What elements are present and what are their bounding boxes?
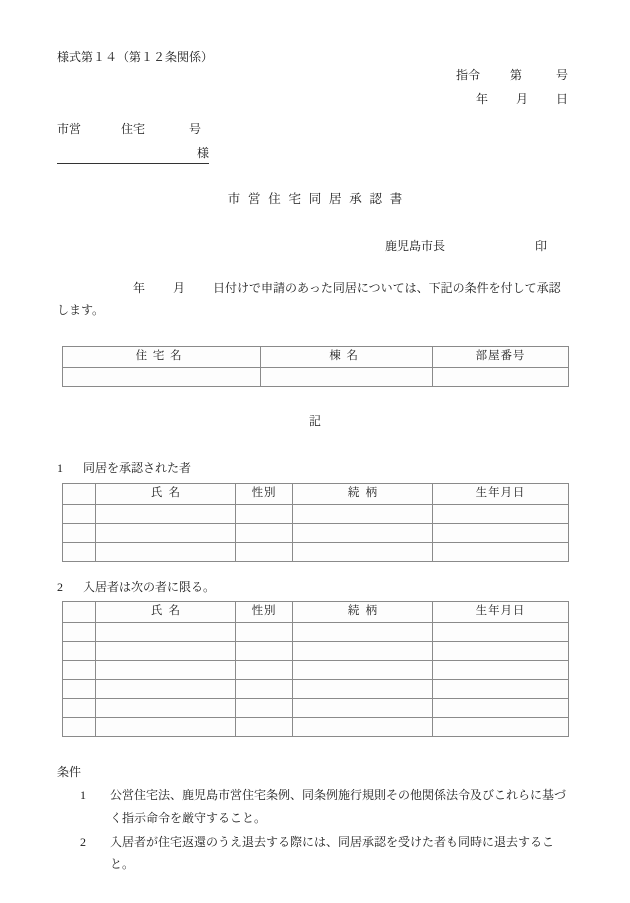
column-header-birthdate: 生年月日	[433, 484, 569, 505]
cell-name[interactable]	[96, 543, 236, 562]
housing-info-table	[62, 346, 569, 387]
table-row	[63, 680, 569, 699]
column-header-index	[63, 484, 96, 505]
section-2-heading	[57, 578, 215, 596]
cell-relationship[interactable]	[293, 505, 433, 524]
reference-number-suffix: 号	[555, 68, 568, 82]
housing-label: 住宅	[121, 122, 146, 136]
table-row	[63, 642, 569, 661]
form-number: 様式第１４（第１２条関係）	[57, 50, 214, 64]
cell-index[interactable]	[63, 543, 96, 562]
cell-gender[interactable]	[236, 699, 293, 718]
cell-name[interactable]	[96, 642, 236, 661]
cell-birthdate[interactable]	[433, 718, 569, 737]
condition-text: 入居者が住宅返還のうえ退去する際には、同居承認を受けた者も同時に退去すること。	[110, 834, 555, 872]
cell-gender[interactable]	[236, 524, 293, 543]
cell-gender[interactable]	[236, 623, 293, 642]
list-item	[80, 831, 575, 877]
condition-number: 1	[80, 788, 86, 802]
page-title-text: 市営住宅同居承認書	[227, 192, 410, 206]
cell-index[interactable]	[63, 718, 96, 737]
application-month-label: 月	[173, 281, 186, 295]
cell-building-name[interactable]	[261, 368, 433, 387]
column-header-building-name: 棟名	[261, 347, 433, 368]
cell-index[interactable]	[63, 505, 96, 524]
cell-name[interactable]	[96, 680, 236, 699]
column-header-housing-name: 住宅名	[63, 347, 261, 368]
list-item	[80, 784, 575, 830]
table-row	[63, 718, 569, 737]
section-1-title: 同居を承認された者	[83, 461, 192, 475]
section-1-number: 1	[57, 461, 63, 475]
issuer-line	[385, 237, 547, 255]
cell-name[interactable]	[96, 505, 236, 524]
cell-gender[interactable]	[236, 680, 293, 699]
body-paragraph-text: 日付けで申請のあった同居については、下記の条件を付して承認します。	[57, 281, 561, 318]
condition-number: 2	[80, 834, 86, 849]
issue-date-line	[476, 90, 568, 108]
cell-name[interactable]	[96, 718, 236, 737]
cell-index[interactable]	[63, 642, 96, 661]
table-row	[63, 623, 569, 642]
kiji-marker: 記	[308, 414, 321, 428]
issue-date-year-label: 年	[475, 92, 488, 106]
unit-number-label: 号	[189, 122, 202, 136]
cell-birthdate[interactable]	[433, 505, 569, 524]
cell-index[interactable]	[63, 623, 96, 642]
cell-name[interactable]	[96, 699, 236, 718]
column-header-gender: 性別	[236, 602, 293, 623]
table-row	[63, 505, 569, 524]
cell-relationship[interactable]	[293, 699, 433, 718]
cell-gender[interactable]	[236, 543, 293, 562]
cell-room-number[interactable]	[433, 368, 569, 387]
addressee-honorific: 様	[196, 146, 209, 160]
reference-order-label: 指令	[455, 68, 480, 82]
column-header-name: 氏名	[96, 484, 236, 505]
cell-birthdate[interactable]	[433, 680, 569, 699]
seal-mark: 印	[535, 239, 548, 253]
column-header-index	[63, 602, 96, 623]
reference-number-prefix: 第	[509, 68, 522, 82]
cell-birthdate[interactable]	[433, 623, 569, 642]
cell-housing-name[interactable]	[63, 368, 261, 387]
column-header-name: 氏名	[96, 602, 236, 623]
table-row	[63, 699, 569, 718]
page-title	[0, 190, 630, 209]
issuer-name: 鹿児島市長	[385, 239, 446, 253]
table-row	[63, 661, 569, 680]
approved-cohabitants-table	[62, 483, 569, 562]
cell-birthdate[interactable]	[433, 661, 569, 680]
column-header-relationship: 続柄	[293, 484, 433, 505]
cell-relationship[interactable]	[293, 642, 433, 661]
municipal-label: 市営	[57, 122, 82, 136]
residents-table	[62, 601, 569, 737]
cell-index[interactable]	[63, 680, 96, 699]
cell-index[interactable]	[63, 699, 96, 718]
table-row	[63, 368, 569, 387]
cell-relationship[interactable]	[293, 623, 433, 642]
cell-gender[interactable]	[236, 505, 293, 524]
section-2-title: 入居者は次の者に限る。	[83, 580, 216, 594]
cell-birthdate[interactable]	[433, 699, 569, 718]
table-header-row	[63, 484, 569, 505]
column-header-room-number: 部屋番号	[433, 347, 569, 368]
section-2-number: 2	[57, 580, 63, 594]
cell-relationship[interactable]	[293, 680, 433, 699]
cell-relationship[interactable]	[293, 543, 433, 562]
table-header-row	[63, 602, 569, 623]
column-header-gender: 性別	[236, 484, 293, 505]
cell-birthdate[interactable]	[433, 543, 569, 562]
conditions-heading: 条件	[57, 765, 82, 779]
body-paragraph	[57, 277, 569, 321]
column-header-relationship: 続柄	[293, 602, 433, 623]
addressee-housing-line	[57, 120, 201, 138]
issue-date-day-label: 日	[555, 92, 568, 106]
table-row	[63, 543, 569, 562]
cell-name[interactable]	[96, 661, 236, 680]
cell-name[interactable]	[96, 524, 236, 543]
cell-index[interactable]	[63, 661, 96, 680]
cell-name[interactable]	[96, 623, 236, 642]
cell-gender[interactable]	[236, 642, 293, 661]
cell-index[interactable]	[63, 524, 96, 543]
cell-birthdate[interactable]	[433, 642, 569, 661]
condition-text: 公営住宅法、鹿児島市営住宅条例、同条例施行規則その他関係法令及びこれらに基づく指示命令を厳守すること。	[110, 788, 567, 825]
cell-relationship[interactable]	[293, 661, 433, 680]
table-row	[63, 524, 569, 543]
section-1-heading	[57, 459, 191, 477]
table-header-row	[63, 347, 569, 368]
cell-relationship[interactable]	[293, 718, 433, 737]
column-header-birthdate: 生年月日	[433, 602, 569, 623]
cell-relationship[interactable]	[293, 524, 433, 543]
reference-number-line	[456, 66, 568, 84]
addressee-name-field	[57, 144, 209, 164]
cell-gender[interactable]	[236, 661, 293, 680]
cell-gender[interactable]	[236, 718, 293, 737]
conditions-list	[80, 784, 575, 877]
issue-date-month-label: 月	[515, 92, 528, 106]
cell-birthdate[interactable]	[433, 524, 569, 543]
application-year-label: 年	[133, 281, 146, 295]
